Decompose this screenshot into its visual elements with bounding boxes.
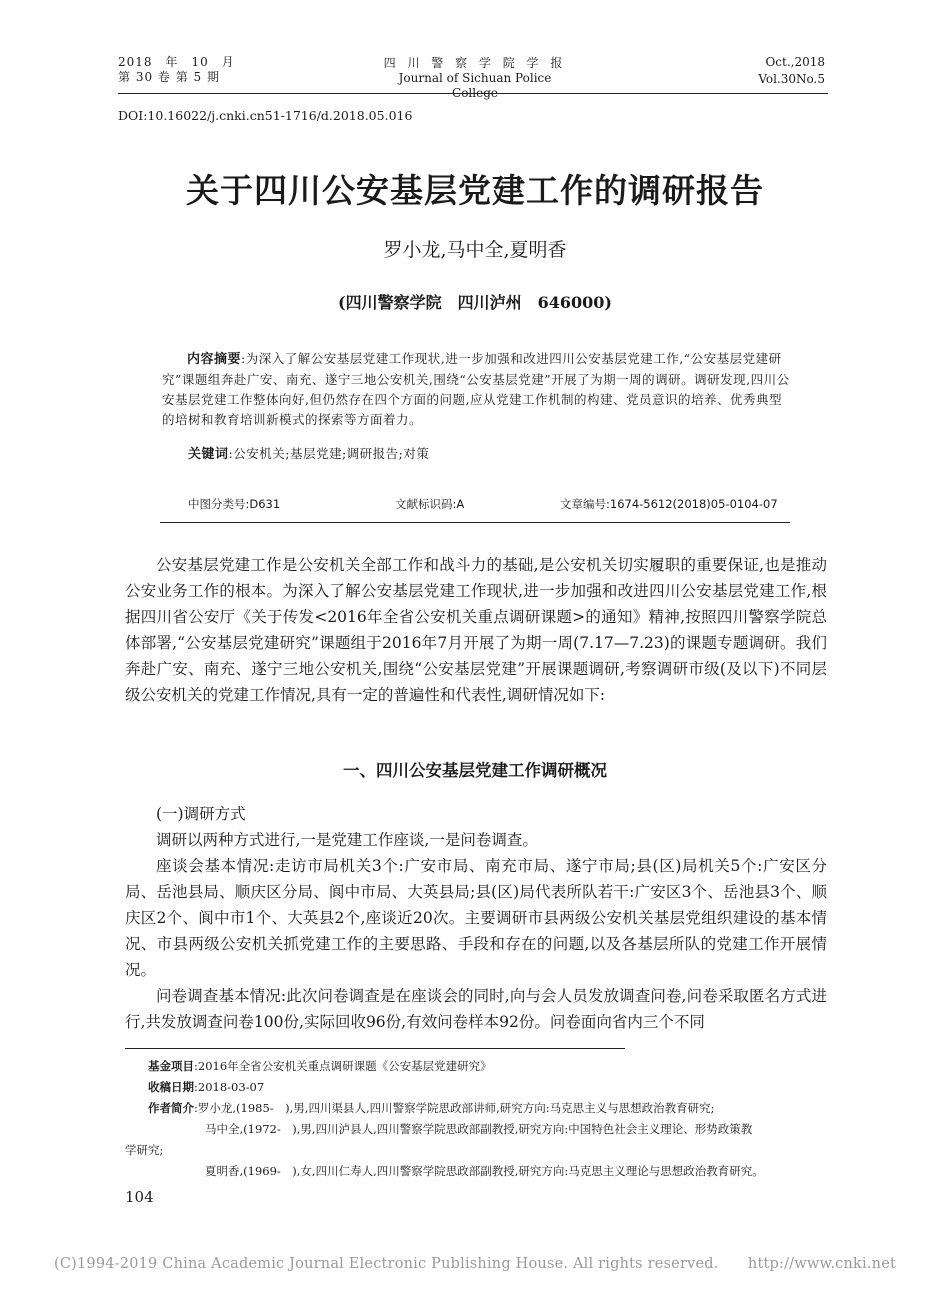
page-number: 104	[125, 1188, 154, 1206]
paragraph-survey: 问卷调查基本情况:此次问卷调查是在座谈会的同时,向与会人员发放调查问卷,问卷采取匿名方式进行,共发放调查问卷100份,实际回收96份,有效问卷样本92份。问卷面向省内三个不同	[125, 987, 827, 1031]
abstract-label: 内容摘要	[187, 352, 242, 367]
header-journal-cn: 四 川 警 察 学 院 学 报	[383, 56, 567, 70]
keywords-label: 关键词	[188, 447, 229, 462]
authors: 罗小龙,马中全,夏明香	[383, 239, 567, 261]
paragraph-methods: 调研以两种方式进行,一是党建工作座谈,一是问卷调查。	[156, 831, 538, 849]
section-heading: 一、四川公安基层党建工作调研概况	[343, 761, 607, 780]
header-volume-issue: 第 30 卷 第 5 期	[118, 70, 220, 84]
bio-text-1: :罗小龙,(1985- ),男,四川渠县人,四川警察学院思政部讲师,研究方向:马克思主义与思想政治教育研究;	[194, 1101, 715, 1115]
footnote-received	[148, 1077, 828, 1097]
document-code: 文献标识码:A	[395, 497, 465, 511]
header-date-en: Oct.,2018	[765, 55, 825, 69]
doi: DOI:10.16022/j.cnki.cn51-1716/d.2018.05.016	[118, 108, 413, 123]
bio-label: 作者简介	[148, 1101, 194, 1115]
header-volume-en: Vol.30No.5	[758, 72, 825, 86]
paragraph-symposium: 座谈会基本情况:走访市局机关3个:广安市局、南充市局、遂宁市局;县(区)局机关5个:广安区分局、岳池县局、顺庆区分局、阆中市局、大英县局;县(区)局代表所队若干:广安区3个、岳池县3个、顺庆区2个、阆中市1个、大英县2个,座谈近20次。主要调研市县两级公安机关基层党组织建设的基本情况、市县两级公安机关抓党建工作的主要思路、手段和存在的问题,以及各基层所队的党建工作开展情况。	[125, 857, 827, 979]
received-label: 收稿日期	[148, 1080, 194, 1094]
footnote-bio-2-cont: 学研究;	[125, 1143, 164, 1157]
subsection-heading: (一)调研方式	[156, 805, 246, 823]
clc-number: 中图分类号:D631	[188, 497, 281, 511]
keywords-text: :公安机关;基层党建;调研报告;对策	[228, 446, 430, 461]
article-title: 关于四川公安基层党建工作的调研报告	[186, 171, 764, 210]
fund-text: :2016年全省公安机关重点调研课题《公安基层党建研究》	[194, 1059, 492, 1073]
footnote-fund	[148, 1056, 828, 1076]
affiliation: (四川警察学院 四川泸州 646000)	[338, 293, 612, 312]
abstract	[162, 349, 790, 430]
footnote-bio-1	[148, 1098, 838, 1118]
intro-section	[125, 552, 827, 708]
section-body	[125, 801, 827, 1035]
header-rule	[118, 93, 828, 94]
abstract-rule	[160, 522, 790, 523]
footnote-bio-2: 马中全,(1972- ),男,四川泸县人,四川警察学院思政部副教授,研究方向:中国特色社会主义理论、形势政策教	[205, 1122, 753, 1136]
footnote-bio-3: 夏明香,(1969- ),女,四川仁寿人,四川警察学院思政部副教授,研究方向:马克思主义理论与思想政治教育研究。	[205, 1164, 764, 1178]
copyright-footer: (C)1994-2019 China Academic Journal Electronic Publishing House. All rights reserved. http://www.cnki.net	[53, 1256, 897, 1272]
header-journal-en: Journal of Sichuan Police College	[398, 71, 552, 100]
fund-label: 基金项目	[148, 1059, 194, 1073]
header-issue-date: 2018 年 10 月	[118, 55, 235, 69]
intro-paragraph: 公安基层党建工作是公安机关全部工作和战斗力的基础,是公安机关切实履职的重要保证,也是推动公安业务工作的根本。为深入了解公安基层党建工作现状,进一步加强和改进四川公安基层党建工作,根据四川省公安厅《关于传发<2016年全省公安机关重点调研课题>的通知》精神,按照四川警察学院总体部署,“公安基层党建研究”课题组于2016年7月开展了为期一周(7.17—7.23)的课题专题调研。我们奔赴广安、南充、遂宁三地公安机关,围绕“公安基层党建”开展课题调研,考察调研市级(及以下)不同层级公安机关的党建工作情况,具有一定的普遍性和代表性,调研情况如下:	[125, 556, 827, 704]
abstract-text: :为深入了解公安基层党建工作现状,进一步加强和改进四川公安基层党建工作,“公安基层党建研究”课题组奔赴广安、南充、遂宁三地公安机关,围绕“公安基层党建”开展了为期一周的调研。调研发现,四川公安基层党建工作整体向好,但仍然存在四个方面的问题,应从党建工作机制的构建、党员意识的培养、优秀典型的培树和教育培训新模式的探索等方面着力。	[162, 351, 790, 427]
footnote-rule	[125, 1048, 625, 1049]
received-text: :2018-03-07	[194, 1080, 265, 1094]
article-number: 文章编号:1674-5612(2018)05-0104-07	[560, 497, 778, 511]
keywords	[188, 444, 788, 465]
